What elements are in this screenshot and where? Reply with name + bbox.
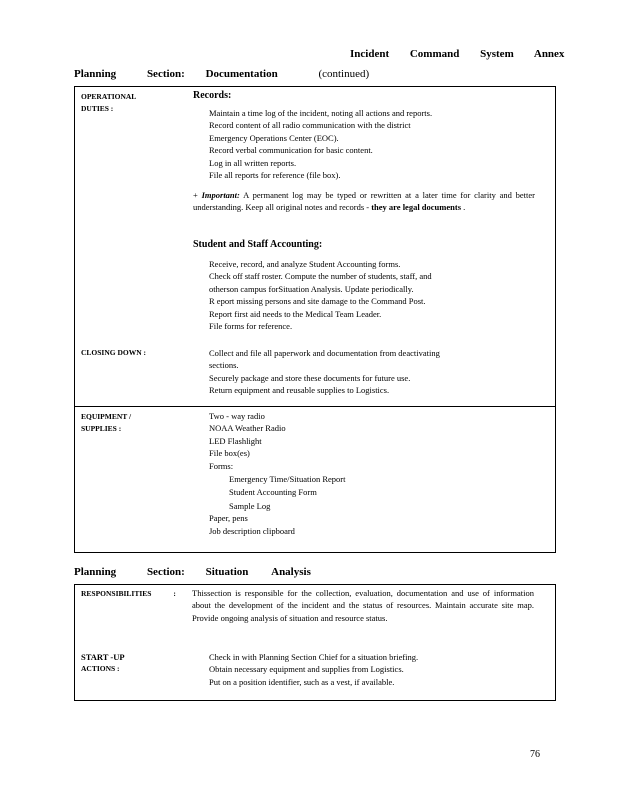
list-item: Check off staff roster. Compute the number of students, staff, and (209, 271, 432, 282)
documentation-table (74, 86, 556, 553)
list-item: Report first aid needs to the Medical Team Leader. (209, 308, 382, 319)
title-word-section: Section: (146, 68, 185, 80)
title-word-planning: Planning (74, 68, 117, 80)
section-title-documentation (74, 68, 369, 80)
annex-header: Incident Command System Annex (350, 48, 565, 60)
records-heading: Records: (193, 90, 232, 101)
operational-duties-label: OPERATIONAL DUTIES : (81, 92, 137, 113)
list-item: Two - way radio (209, 411, 265, 421)
list-item: Put on a position identifier, such as a vest, if available. (209, 676, 395, 687)
list-item: Return equipment and reusable supplies to Logistics. (209, 385, 390, 396)
list-item: sections. (209, 360, 239, 371)
list-item: LED Flashlight (209, 435, 262, 446)
list-item: Emergency Operations Center (EOC). (209, 132, 339, 143)
equipment-supplies-label: EQUIPMENT / SUPPLIES : (81, 412, 132, 433)
startup-actions-label: START -UP ACTIONS : (81, 652, 125, 673)
student-staff-list (209, 258, 432, 332)
list-item: Student Accounting Form (229, 487, 317, 498)
responsibilities-text: Thissection is responsible for the collection, evaluation, documentation and use of information about the development of the incident and the status of resources. Maintain accurate site map. Provide ongoing analysis of situation and resource status. (192, 588, 534, 623)
equipment-list (209, 410, 345, 537)
list-item: File all reports for reference (file box). (209, 170, 341, 181)
list-item: Forms: (209, 460, 234, 471)
list-item: Maintain a time log of the incident, noting all actions and reports. (209, 108, 433, 118)
list-item: File box(es) (209, 448, 250, 459)
list-item: Check in with Planning Section Chief for a situation briefing. (209, 652, 419, 662)
responsibilities-label: RESPONSIBILITIES : (81, 589, 176, 598)
list-item: Job description clipboard (209, 525, 295, 536)
title-continued: (continued) (318, 68, 370, 80)
closing-down-label: CLOSING DOWN : (81, 348, 147, 357)
situation-analysis-table (74, 584, 556, 701)
table-divider (75, 406, 555, 407)
title-word-analysis: Analysis (271, 566, 311, 578)
list-item: Obtain necessary equipment and supplies from Logistics. (209, 664, 404, 675)
list-item: Emergency Time/Situation Report (229, 474, 346, 485)
list-item: Sample Log (229, 500, 271, 511)
list-item: Record content of all radio communication with the district (209, 120, 411, 131)
page-number: 76 (530, 749, 540, 760)
records-list (209, 107, 432, 181)
list-item: NOAA Weather Radio (209, 423, 286, 434)
legal-documents-emphasis: they are legal documents (371, 202, 462, 213)
list-item: File forms for reference. (209, 321, 293, 332)
list-item: Receive, record, and analyze Student Accounting forms. (209, 259, 401, 269)
title-word-documentation: Documentation (205, 68, 278, 80)
important-note: + Important: A permanent log may be typed or rewritten at a later time for clarity and better understanding. Keep all original notes and records - they are legal documents . (193, 190, 536, 213)
title-word-planning: Planning (74, 566, 117, 578)
closing-down-list (209, 347, 440, 397)
list-item: Securely package and store these documents for future use. (209, 372, 411, 383)
title-word-situation: Situation (205, 566, 249, 578)
list-item: Log in all written reports. (209, 157, 297, 168)
list-item: otherson campus forSituation Analysis. Update periodically. (209, 283, 414, 294)
list-item: Record verbal communication for basic content. (209, 145, 373, 156)
list-item: R eport missing persons and site damage to the Command Post. (209, 296, 426, 307)
section-title-situation-analysis (74, 566, 311, 578)
list-item: Paper, pens (209, 513, 248, 524)
list-item: Collect and file all paperwork and documentation from deactivating (209, 348, 440, 358)
important-label: Important: (201, 190, 240, 200)
title-word-section: Section: (146, 566, 185, 578)
student-staff-heading: Student and Staff Accounting: (193, 239, 323, 250)
startup-actions-list (209, 651, 418, 688)
